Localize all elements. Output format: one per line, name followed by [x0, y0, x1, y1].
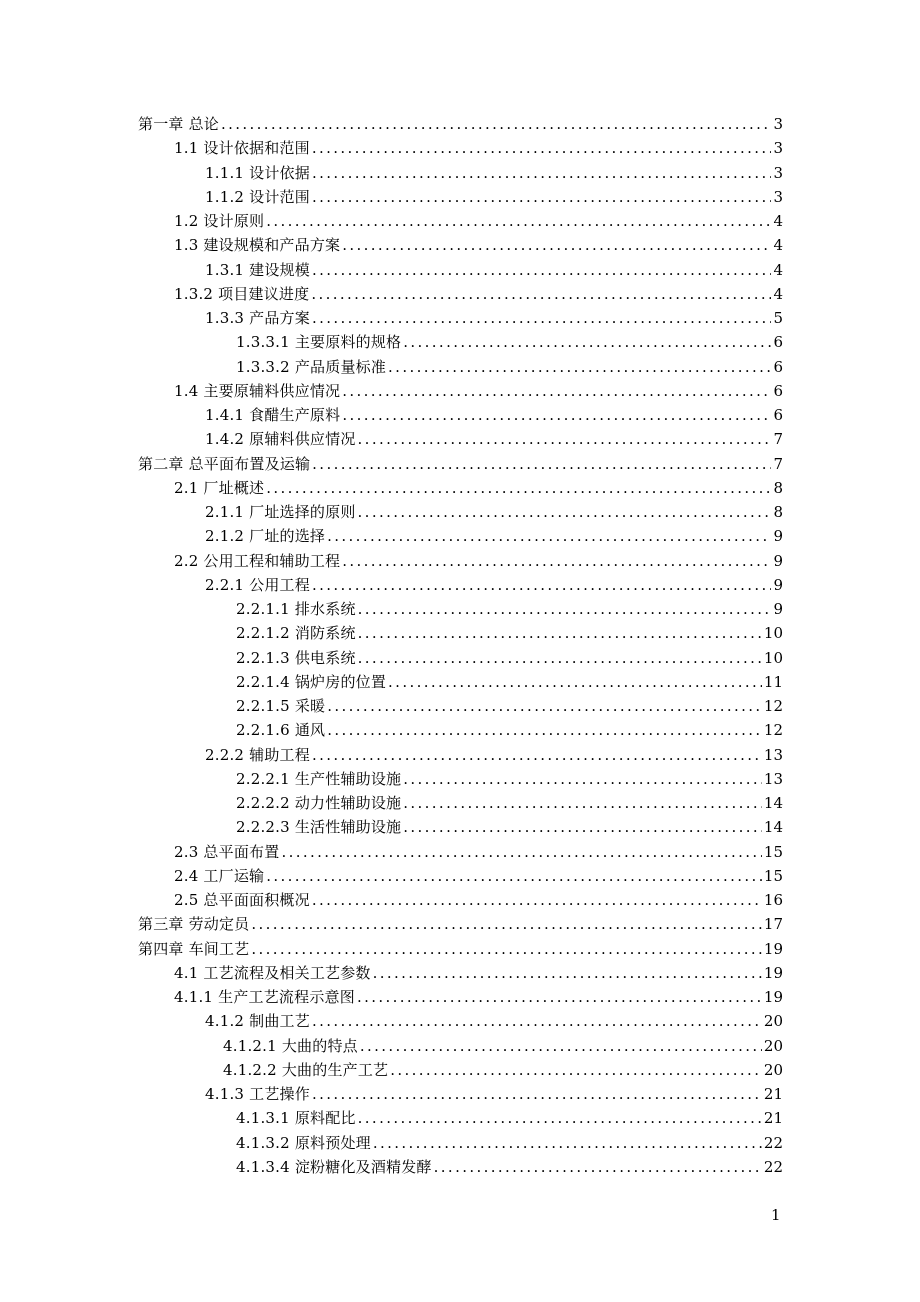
toc-entry[interactable]	[138, 1009, 783, 1033]
toc-entry-title: 2.2.1 公用工程	[205, 575, 310, 594]
toc-dot-leader	[312, 452, 771, 476]
toc-dot-leader	[312, 1009, 762, 1033]
toc-entry-page-number: 10	[763, 648, 783, 667]
toc-dot-leader	[266, 476, 771, 500]
toc-entry[interactable]	[138, 815, 783, 839]
toc-entry[interactable]	[138, 161, 783, 185]
toc-entry-title: 4.1.2.1 大曲的特点	[223, 1036, 358, 1055]
toc-entry[interactable]	[138, 282, 783, 306]
toc-entry[interactable]	[138, 452, 783, 476]
toc-entry[interactable]	[138, 403, 783, 427]
toc-entry-page-number: 7	[773, 454, 783, 473]
toc-entry-page-number: 13	[763, 745, 783, 764]
toc-entry-page-number: 11	[763, 672, 783, 691]
toc-entry-title: 2.3 总平面布置	[174, 842, 280, 861]
toc-entry-page-number: 3	[773, 115, 783, 133]
toc-dot-leader	[221, 112, 771, 136]
toc-dot-leader	[312, 136, 771, 160]
toc-entry-title: 2.2.1.1 排水系统	[236, 600, 356, 618]
toc-dot-leader	[312, 888, 762, 912]
toc-entry[interactable]	[138, 912, 783, 936]
toc-entry-title: 第二章 总平面布置及运输	[138, 454, 311, 473]
toc-entry-page-number: 16	[763, 891, 783, 909]
toc-entry-page-number: 6	[773, 406, 783, 424]
toc-entry-page-number: 3	[773, 187, 783, 206]
toc-entry[interactable]	[138, 1131, 783, 1155]
toc-entry-title: 4.1.3.2 原料预处理	[236, 1133, 371, 1152]
toc-entry-page-number: 5	[773, 309, 783, 327]
toc-entry-page-number: 4	[773, 284, 783, 303]
toc-dot-leader	[403, 815, 762, 839]
toc-entry-title: 2.2.1.3 供电系统	[236, 648, 356, 667]
toc-entry[interactable]	[138, 1058, 783, 1082]
page-number: 1	[771, 1206, 781, 1224]
toc-dot-leader	[281, 840, 761, 864]
toc-entry[interactable]	[138, 185, 783, 209]
toc-entry-page-number: 20	[763, 1036, 783, 1055]
toc-entry[interactable]	[138, 743, 783, 767]
toc-entry-title: 1.4.2 原辅料供应情况	[205, 430, 356, 449]
toc-entry[interactable]	[138, 864, 783, 888]
toc-entry-page-number: 22	[763, 1157, 783, 1176]
toc-entry-title: 2.2.1.2 消防系统	[236, 624, 356, 643]
toc-entry-title: 2.2.1.6 通风	[236, 721, 326, 740]
toc-entry[interactable]	[138, 1106, 783, 1130]
toc-entry-title: 4.1.3 工艺操作	[205, 1085, 310, 1103]
toc-entry-title: 1.3.3.2 产品质量标准	[236, 357, 387, 376]
toc-entry-title: 1.3.3.1 主要原料的规格	[236, 333, 402, 352]
toc-entry-page-number: 12	[763, 721, 783, 740]
toc-entry-title: 第三章 劳动定员	[138, 915, 250, 934]
toc-dot-leader	[357, 985, 762, 1009]
toc-dot-leader	[312, 161, 771, 185]
toc-entry-title: 2.2.2.1 生产性辅助设施	[236, 769, 402, 788]
toc-entry-page-number: 20	[763, 1012, 783, 1031]
toc-entry[interactable]	[138, 355, 783, 379]
toc-entry[interactable]	[138, 112, 783, 136]
toc-dot-leader	[266, 864, 762, 888]
toc-entry[interactable]	[138, 597, 783, 621]
toc-dot-leader	[342, 403, 771, 427]
toc-entry[interactable]	[138, 209, 783, 233]
toc-entry[interactable]	[138, 524, 783, 548]
toc-entry[interactable]	[138, 500, 783, 524]
toc-dot-leader	[358, 597, 771, 621]
toc-dot-leader	[327, 718, 762, 742]
toc-entry[interactable]	[138, 621, 783, 645]
toc-dot-leader	[403, 330, 771, 354]
toc-dot-leader	[358, 1106, 762, 1130]
toc-entry-page-number: 13	[763, 769, 783, 788]
table-of-contents	[138, 112, 783, 1179]
toc-dot-leader	[342, 233, 771, 257]
toc-entry-page-number: 4	[773, 260, 783, 279]
toc-entry-page-number: 19	[763, 939, 783, 958]
toc-entry[interactable]	[138, 840, 783, 864]
toc-entry-title: 4.1.3.4 淀粉糖化及酒精发酵	[236, 1157, 432, 1176]
toc-entry-title: 1.1 设计依据和范围	[174, 139, 310, 158]
toc-dot-leader	[312, 743, 762, 767]
toc-entry-page-number: 22	[763, 1133, 783, 1152]
toc-entry-page-number: 9	[773, 551, 783, 570]
toc-entry[interactable]	[138, 646, 783, 670]
toc-entry-page-number: 21	[763, 1085, 783, 1103]
toc-entry-page-number: 6	[773, 357, 783, 376]
toc-dot-leader	[251, 937, 762, 961]
toc-entry[interactable]	[138, 718, 783, 742]
toc-entry-page-number: 21	[763, 1109, 783, 1128]
toc-entry-page-number: 9	[773, 527, 783, 546]
toc-dot-leader	[388, 670, 762, 694]
toc-entry-title: 1.1.2 设计范围	[205, 187, 310, 206]
toc-entry-title: 2.1.2 厂址的选择	[205, 527, 326, 546]
toc-entry-title: 2.2.2 辅助工程	[205, 745, 310, 764]
toc-dot-leader	[390, 1058, 762, 1082]
toc-entry-title: 2.2 公用工程和辅助工程	[174, 551, 341, 570]
toc-dot-leader	[403, 767, 762, 791]
toc-entry-title: 2.1.1 厂址选择的原则	[205, 503, 356, 521]
toc-entry-page-number: 15	[763, 866, 783, 885]
toc-dot-leader	[342, 549, 771, 573]
toc-dot-leader	[312, 258, 771, 282]
toc-entry-title: 4.1.3.1 原料配比	[236, 1109, 356, 1128]
toc-entry[interactable]	[138, 694, 783, 718]
toc-entry[interactable]	[138, 476, 783, 500]
toc-entry[interactable]	[138, 427, 783, 451]
toc-entry-title: 2.2.2.3 生活性辅助设施	[236, 818, 402, 837]
toc-dot-leader	[373, 1131, 762, 1155]
toc-entry[interactable]	[138, 379, 783, 403]
toc-dot-leader	[358, 427, 771, 451]
toc-dot-leader	[311, 282, 771, 306]
toc-dot-leader	[358, 500, 771, 524]
toc-entry[interactable]	[138, 791, 783, 815]
toc-dot-leader	[342, 379, 771, 403]
toc-entry-page-number: 4	[773, 212, 783, 230]
toc-entry-page-number: 7	[773, 430, 783, 449]
toc-entry-page-number: 8	[773, 478, 783, 497]
toc-entry-page-number: 9	[773, 575, 783, 594]
toc-entry[interactable]	[138, 888, 783, 912]
toc-entry[interactable]	[138, 306, 783, 330]
toc-entry-title: 2.2.2.2 动力性辅助设施	[236, 794, 402, 812]
toc-entry-page-number: 3	[773, 139, 783, 158]
toc-dot-leader	[312, 573, 771, 597]
toc-entry-title: 1.3.1 建设规模	[205, 260, 310, 279]
toc-entry-page-number: 4	[773, 236, 783, 255]
toc-entry-page-number: 9	[773, 600, 783, 618]
toc-entry-title: 1.4.1 食醋生产原料	[205, 406, 341, 424]
toc-entry[interactable]	[138, 961, 783, 985]
toc-dot-leader	[358, 621, 762, 645]
toc-entry-title: 1.4 主要原辅料供应情况	[174, 381, 341, 400]
toc-entry-title: 1.3.3 产品方案	[205, 309, 310, 327]
toc-entry[interactable]	[138, 767, 783, 791]
toc-entry[interactable]	[138, 258, 783, 282]
toc-entry[interactable]	[138, 1082, 783, 1106]
toc-dot-leader	[312, 306, 771, 330]
toc-entry[interactable]	[138, 985, 783, 1009]
toc-dot-leader	[358, 646, 762, 670]
toc-entry-title: 2.1 厂址概述	[174, 478, 265, 497]
toc-entry-title: 1.3 建设规模和产品方案	[174, 236, 341, 255]
toc-entry-title: 4.1.2.2 大曲的生产工艺	[223, 1060, 389, 1079]
toc-dot-leader	[312, 1082, 762, 1106]
toc-dot-leader	[434, 1155, 762, 1179]
toc-entry[interactable]	[138, 937, 783, 961]
toc-entry[interactable]	[138, 573, 783, 597]
toc-entry-title: 2.4 工厂运输	[174, 866, 265, 885]
toc-entry-page-number: 6	[773, 381, 783, 400]
toc-entry-title: 1.2 设计原则	[174, 212, 265, 230]
toc-entry-title: 1.3.2 项目建议进度	[174, 284, 310, 303]
toc-entry-page-number: 14	[763, 818, 783, 837]
toc-entry-page-number: 19	[763, 988, 783, 1006]
toc-dot-leader	[388, 355, 771, 379]
toc-entry-page-number: 17	[763, 915, 783, 934]
toc-entry-page-number: 20	[763, 1060, 783, 1079]
toc-dot-leader	[327, 524, 771, 548]
toc-entry-title: 2.2.1.4 锅炉房的位置	[236, 672, 387, 691]
toc-entry[interactable]	[138, 549, 783, 573]
toc-entry[interactable]	[138, 1155, 783, 1179]
toc-dot-leader	[403, 791, 762, 815]
toc-entry[interactable]	[138, 233, 783, 257]
toc-entry-title: 4.1.1 生产工艺流程示意图	[174, 988, 355, 1006]
toc-entry-page-number: 15	[763, 842, 783, 861]
toc-entry-page-number: 3	[773, 163, 783, 182]
toc-dot-leader	[360, 1034, 762, 1058]
toc-entry-page-number: 12	[763, 697, 783, 715]
toc-entry[interactable]	[138, 1034, 783, 1058]
toc-dot-leader	[373, 961, 762, 985]
toc-entry[interactable]	[138, 136, 783, 160]
toc-entry-page-number: 8	[773, 503, 783, 521]
toc-entry-title: 第四章 车间工艺	[138, 939, 250, 958]
toc-entry-title: 4.1.2 制曲工艺	[205, 1012, 310, 1031]
toc-dot-leader	[312, 185, 771, 209]
toc-dot-leader	[251, 912, 762, 936]
toc-entry-page-number: 6	[773, 333, 783, 352]
toc-entry-page-number: 14	[763, 794, 783, 812]
toc-entry-title: 2.5 总平面面积概况	[174, 891, 310, 909]
toc-entry-title: 第一章 总论	[138, 115, 219, 133]
toc-entry-title: 2.2.1.5 采暖	[236, 697, 326, 715]
toc-entry-page-number: 19	[763, 963, 783, 982]
toc-entry-page-number: 10	[763, 624, 783, 643]
toc-entry-title: 4.1 工艺流程及相关工艺参数	[174, 963, 371, 982]
toc-dot-leader	[327, 694, 762, 718]
toc-entry[interactable]	[138, 670, 783, 694]
toc-entry[interactable]	[138, 330, 783, 354]
toc-dot-leader	[266, 209, 771, 233]
toc-entry-title: 1.1.1 设计依据	[205, 163, 310, 182]
